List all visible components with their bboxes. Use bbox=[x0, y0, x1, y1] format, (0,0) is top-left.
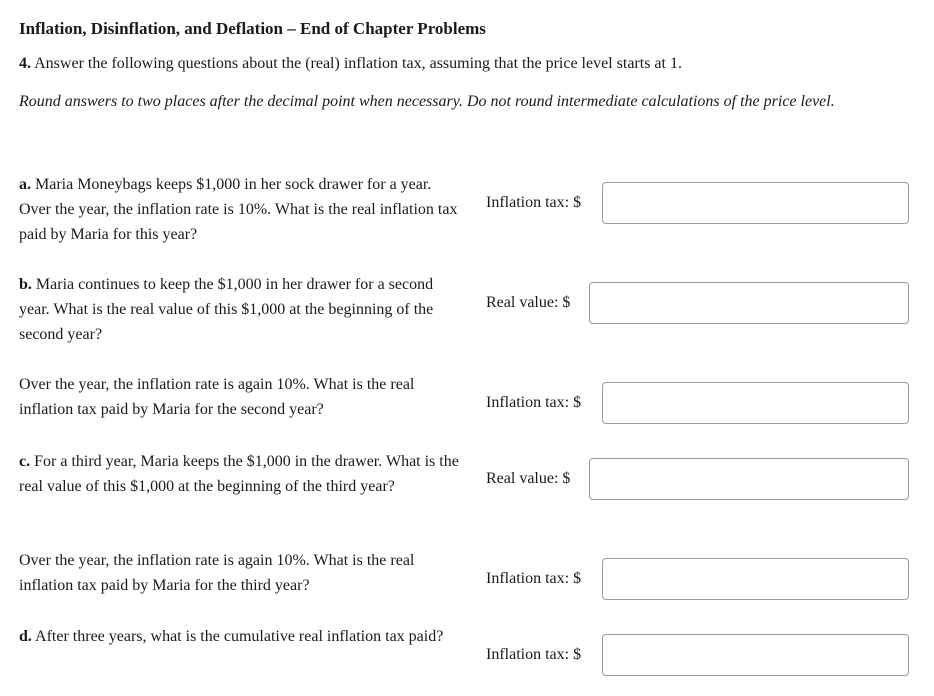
part-d-answer-label: Inflation tax: $ bbox=[486, 646, 582, 663]
part-c2-text: Over the year, the inflation rate is again 10%. What is the real inflation tax paid by Maria for the third year? bbox=[19, 552, 415, 594]
page-title: Inflation, Disinflation, and Deflation – End of Chapter Problems bbox=[19, 19, 486, 38]
part-a-answer-label: Inflation tax: $ bbox=[486, 194, 582, 211]
part-c-answer-label: Real value: $ bbox=[486, 470, 571, 487]
question-number: 4. bbox=[19, 55, 31, 72]
part-b-answer-label: Real value: $ bbox=[486, 294, 571, 311]
part-b-prompt bbox=[19, 272, 459, 347]
part-a-prompt bbox=[19, 172, 459, 247]
part-d-prompt bbox=[19, 624, 459, 649]
part-b2-prompt bbox=[19, 372, 459, 422]
part-c-label: c. bbox=[19, 453, 31, 470]
part-d-text: After three years, what is the cumulative real inflation tax paid? bbox=[35, 628, 444, 645]
part-b2-answer-label: Inflation tax: $ bbox=[486, 394, 582, 411]
part-d-inflation-tax-input[interactable] bbox=[602, 634, 909, 676]
question-text: Answer the following questions about the (real) inflation tax, assuming that the price level starts at 1. bbox=[34, 55, 682, 72]
part-c2-answer-label: Inflation tax: $ bbox=[486, 570, 582, 587]
part-a-label: a. bbox=[19, 176, 31, 193]
part-b-real-value-input[interactable] bbox=[589, 282, 909, 324]
part-a-inflation-tax-input[interactable] bbox=[602, 182, 909, 224]
part-c-text: For a third year, Maria keeps the $1,000 in the drawer. What is the real value of this $1,000 at the beginning of the third year? bbox=[19, 453, 459, 495]
part-c2-prompt bbox=[19, 548, 459, 598]
part-b-text: Maria continues to keep the $1,000 in her drawer for a second year. What is the real value of this $1,000 at the beginning of the second year? bbox=[19, 276, 434, 343]
part-b-label: b. bbox=[19, 276, 32, 293]
part-b2-text: Over the year, the inflation rate is again 10%. What is the real inflation tax paid by Maria for the second year? bbox=[19, 376, 415, 418]
part-c-real-value-input[interactable] bbox=[589, 458, 909, 500]
part-c2-inflation-tax-input[interactable] bbox=[602, 558, 909, 600]
question-header bbox=[19, 53, 682, 75]
part-a-text: Maria Moneybags keeps $1,000 in her sock drawer for a year. Over the year, the inflation rate is 10%. What is the real inflation tax paid by Maria for this year? bbox=[19, 176, 458, 243]
part-d-label: d. bbox=[19, 628, 32, 645]
rounding-instruction: Round answers to two places after the decimal point when necessary. Do not round intermediate calculations of the price level. bbox=[19, 93, 835, 110]
part-c-prompt bbox=[19, 449, 459, 499]
part-b2-inflation-tax-input[interactable] bbox=[602, 382, 909, 424]
